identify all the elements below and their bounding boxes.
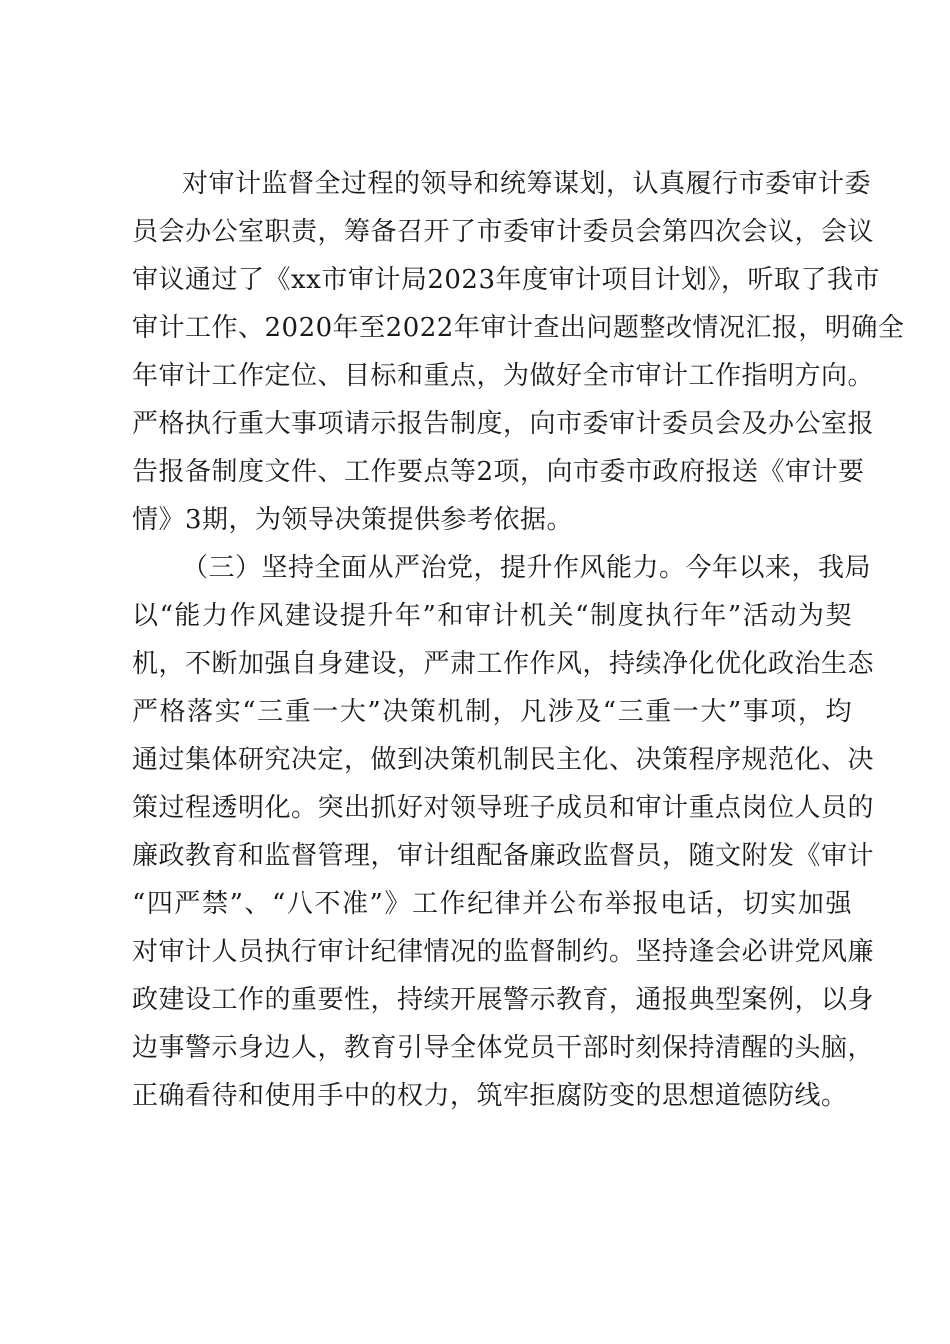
- document-body: [132, 160, 905, 1120]
- paragraph-line: 情》3期，为领导决策提供参考依据。: [132, 505, 574, 535]
- paragraph-party-discipline: [132, 544, 875, 1120]
- paragraph-line: 机，不断加强自身建设，严肃工作作风，持续净化优化政治生态: [132, 649, 875, 679]
- paragraph-audit-leadership: [132, 160, 905, 544]
- paragraph-line: 严格落实“三重一大”决策机制，凡涉及“三重一大”事项，均: [132, 697, 852, 727]
- paragraph-line: 策过程透明化。突出抓好对领导班子成员和审计重点岗位人员的: [132, 793, 875, 823]
- paragraph-line: 以“能力作风建设提升年”和审计机关“制度执行年”活动为契: [132, 601, 852, 631]
- paragraph-line: 对审计人员执行审计纪律情况的监督制约。坚持逢会必讲党风廉: [132, 937, 875, 967]
- paragraph-line: 通过集体研究决定，做到决策机制民主化、决策程序规范化、决: [132, 745, 875, 775]
- paragraph-line: 严格执行重大事项请示报告制度，向市委审计委员会及办公室报: [132, 409, 875, 439]
- paragraph-line: 廉政教育和监督管理，审计组配备廉政监督员，随文附发《审计: [132, 841, 875, 871]
- paragraph-line: 政建设工作的重要性，持续开展警示教育，通报典型案例，以身: [132, 985, 875, 1015]
- section-heading-line: （三）坚持全面从严治党，提升作风能力。今年以来，我局: [182, 553, 872, 583]
- paragraph-line: “四严禁”、“八不准”》工作纪律并公布举报电话，切实加强: [132, 889, 852, 919]
- paragraph-line: 告报备制度文件、工作要点等2项，向市委市政府报送《审计要: [132, 457, 865, 487]
- paragraph-line: 年审计工作定位、目标和重点，为做好全市审计工作指明方向。: [132, 361, 875, 391]
- paragraph-line: 审议通过了《xx市审计局2023年度审计项目计划》，听取了我市: [132, 265, 880, 295]
- paragraph-line: 正确看待和使用手中的权力，筑牢拒腐防变的思想道德防线。: [132, 1081, 848, 1111]
- paragraph-line: 审计工作、2020年至2022年审计查出问题整改情况汇报，明确全: [132, 313, 905, 343]
- paragraph-line: 边事警示身边人，教育引导全体党员干部时刻保持清醒的头脑，: [132, 1033, 875, 1063]
- paragraph-line: 员会办公室职责，筹备召开了市委审计委员会第四次会议，会议: [132, 217, 875, 247]
- paragraph-line: 对审计监督全过程的领导和统筹谋划，认真履行市委审计委: [182, 169, 872, 199]
